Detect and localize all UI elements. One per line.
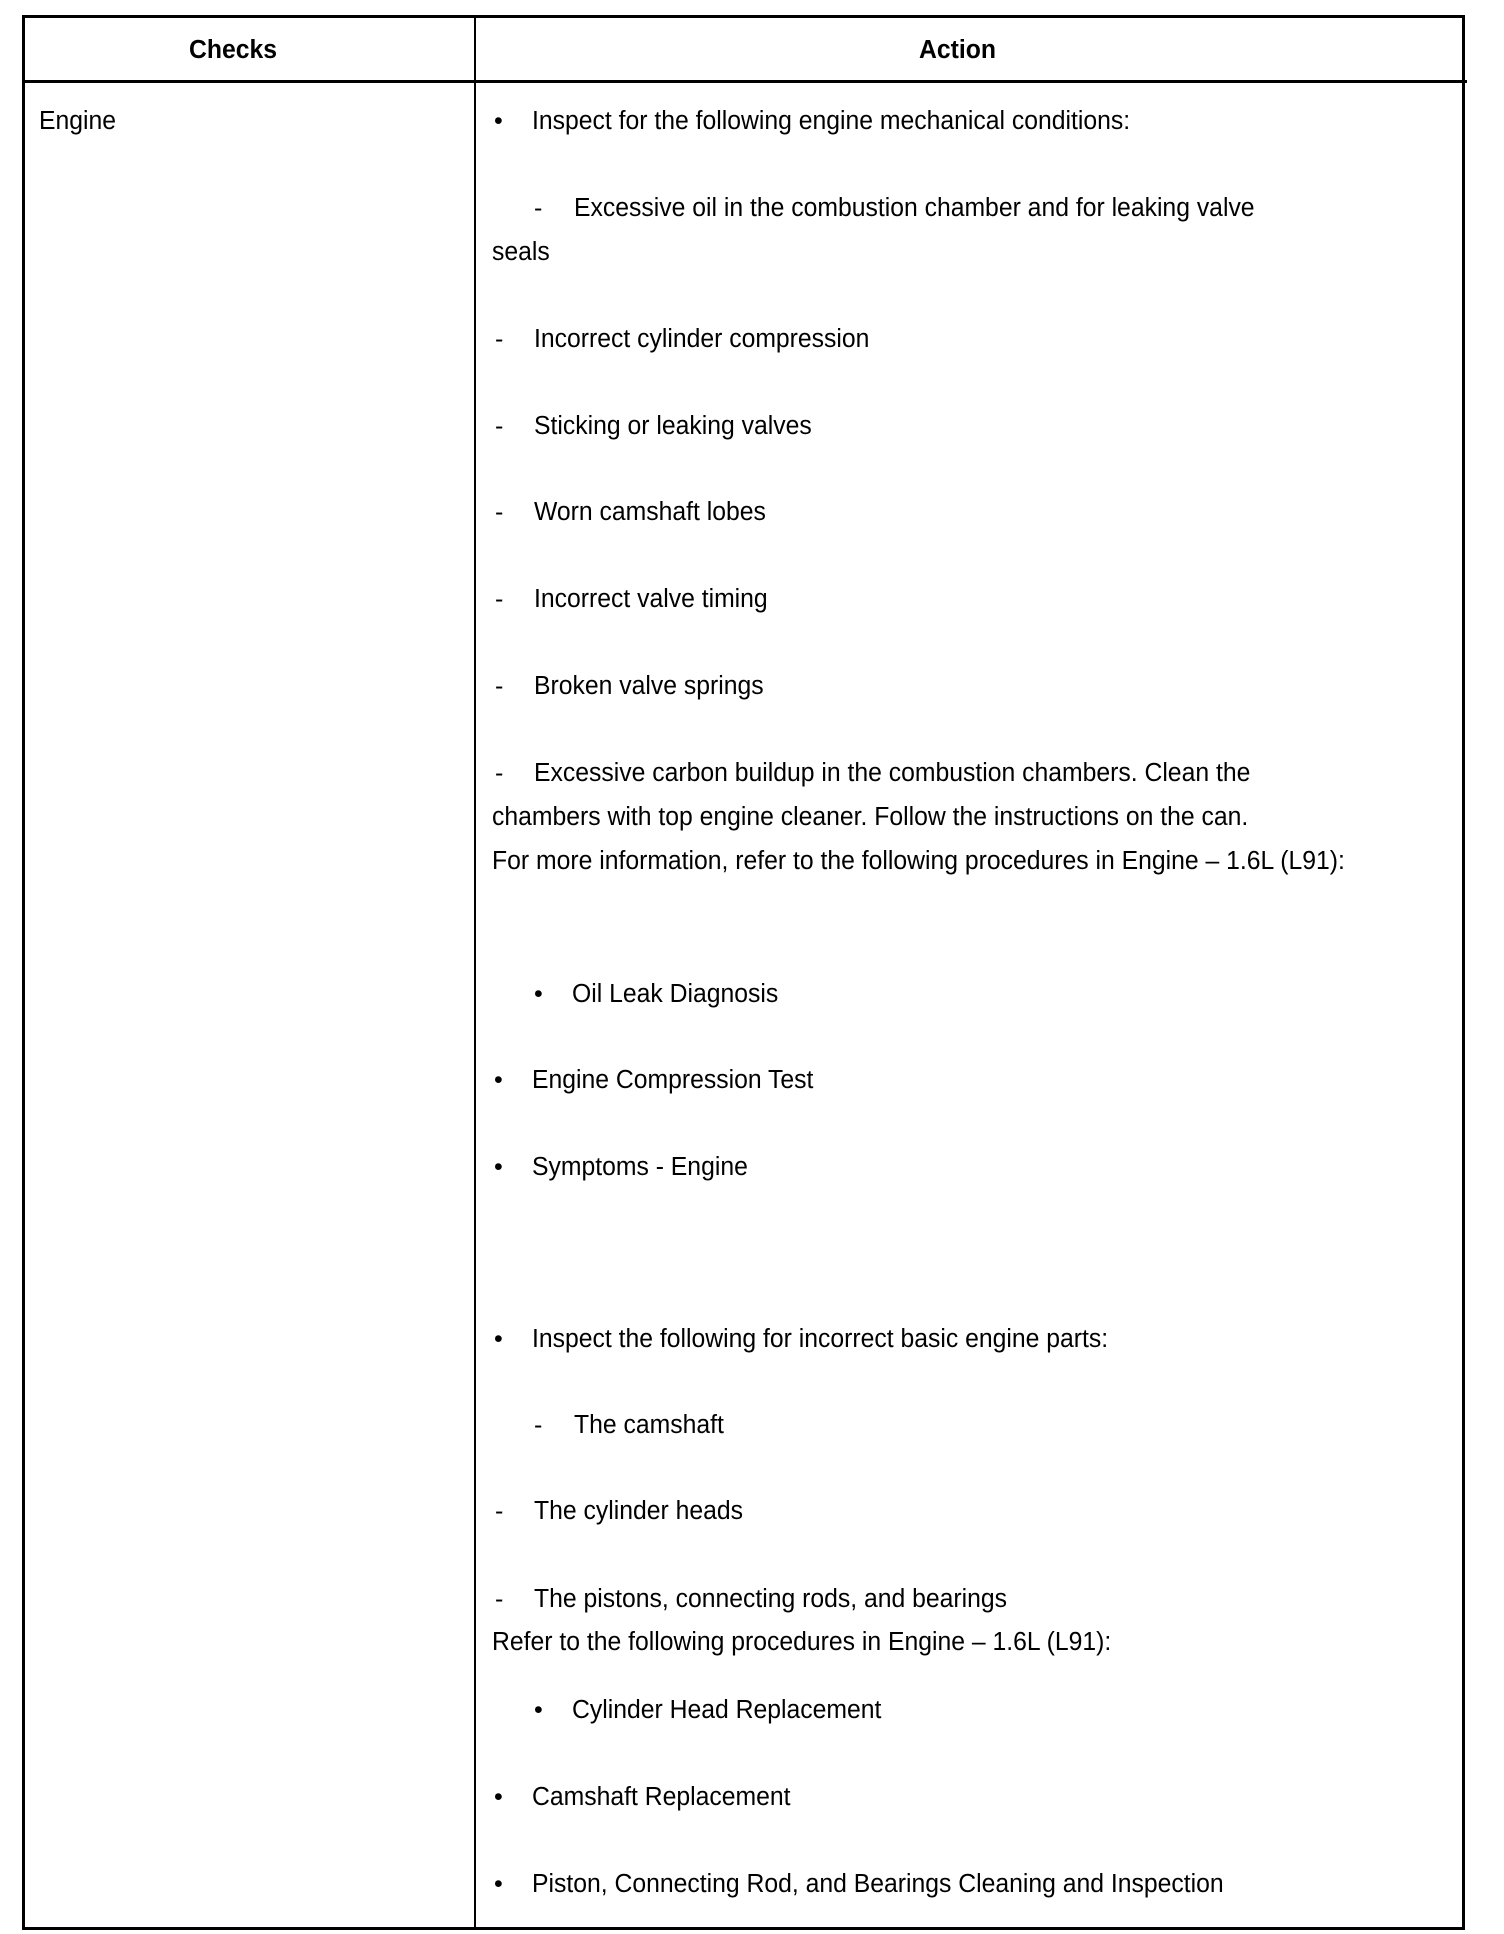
action-line: Refer to the following procedures in Engine – 1.6L (L91): <box>492 1628 1112 1656</box>
action-line: Incorrect cylinder compression <box>534 325 870 353</box>
dash-icon: - <box>495 1585 504 1613</box>
dash-icon: - <box>495 1497 504 1525</box>
bullet-icon: • <box>494 107 503 135</box>
action-line: Sticking or leaking valves <box>534 412 812 440</box>
dash-icon: - <box>495 498 504 526</box>
action-line: The camshaft <box>574 1411 724 1439</box>
bullet-icon: • <box>494 1325 503 1353</box>
action-line: Oil Leak Diagnosis <box>572 980 779 1008</box>
action-line: Inspect for the following engine mechanical conditions: <box>532 107 1131 135</box>
header-action: Action <box>919 36 996 64</box>
action-line: Excessive carbon buildup in the combustion chambers. Clean the <box>534 759 1251 787</box>
dash-icon: - <box>495 412 504 440</box>
dash-icon: - <box>495 759 504 787</box>
action-line: Broken valve springs <box>534 672 764 700</box>
action-line: The cylinder heads <box>534 1497 744 1525</box>
action-line: seals <box>492 238 550 266</box>
action-line: The pistons, connecting rods, and bearings <box>534 1585 1008 1613</box>
dash-icon: - <box>495 672 504 700</box>
dash-icon: - <box>495 325 504 353</box>
header-divider <box>22 80 1467 83</box>
check-engine: Engine <box>39 107 117 135</box>
dash-icon: - <box>534 194 543 222</box>
bullet-icon: • <box>494 1153 503 1181</box>
action-line: Excessive oil in the combustion chamber and for leaking valve <box>574 194 1255 222</box>
action-line: For more information, refer to the following procedures in Engine – 1.6L (L91): <box>492 847 1345 875</box>
header-checks: Checks <box>189 36 278 64</box>
bullet-icon: • <box>534 980 543 1008</box>
action-line: chambers with top engine cleaner. Follow the instructions on the can. <box>492 803 1249 831</box>
action-line: Inspect the following for incorrect basic engine parts: <box>532 1325 1109 1353</box>
action-line: Engine Compression Test <box>532 1066 814 1094</box>
bullet-icon: • <box>494 1870 503 1898</box>
bullet-icon: • <box>534 1696 543 1724</box>
action-line: Cylinder Head Replacement <box>572 1696 882 1724</box>
dash-icon: - <box>534 1411 543 1439</box>
action-line: Incorrect valve timing <box>534 585 768 613</box>
dash-icon: - <box>495 585 504 613</box>
column-divider <box>474 15 476 1930</box>
action-line: Symptoms - Engine <box>532 1153 748 1181</box>
action-line: Worn camshaft lobes <box>534 498 766 526</box>
bullet-icon: • <box>494 1783 503 1811</box>
action-line: Camshaft Replacement <box>532 1783 791 1811</box>
bullet-icon: • <box>494 1066 503 1094</box>
action-line: Piston, Connecting Rod, and Bearings Cleaning and Inspection <box>532 1870 1224 1898</box>
